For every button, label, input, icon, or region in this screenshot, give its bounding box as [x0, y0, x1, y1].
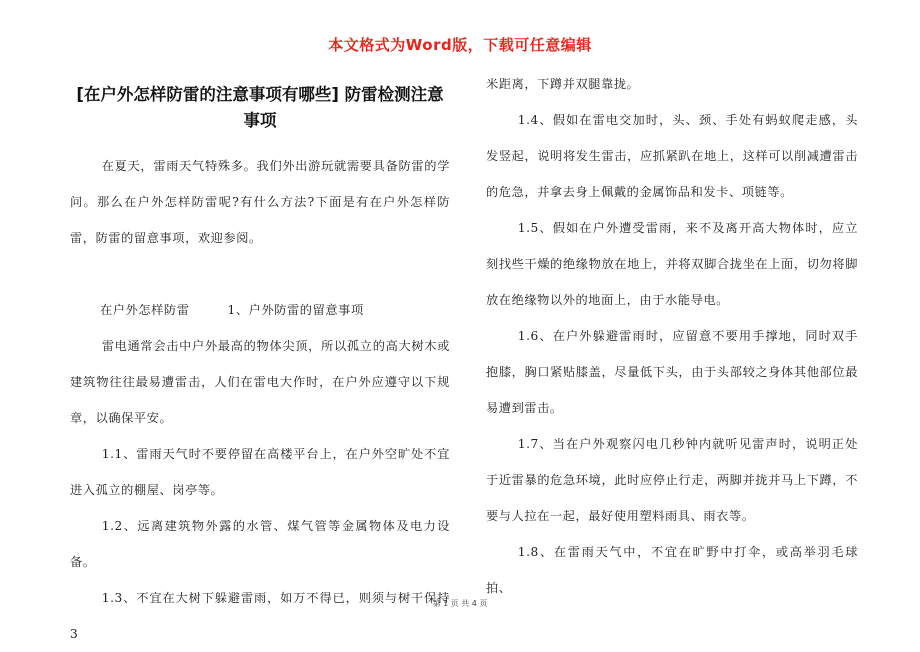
paragraph-1-2: 1.2、远离建筑物外露的水管、煤气管等金属物体及电力设备。: [70, 519, 450, 569]
paragraph-1-6: 1.6、在户外躲避雷雨时，应留意不要用手撑地，同时双手抱膝，胸口紧贴膝盖，尽量低下头，由于头部较之身体其他部位最易遭到雷击。: [486, 329, 858, 415]
section-heading: [70, 292, 450, 328]
paragraph-1-5: 1.5、假如在户外遭受雷雨，来不及离开高大物体时，应立刻找些干燥的绝缘物放在地上，并将双脚合拢坐在上面，切勿将脚放在绝缘物以外的地面上，由于水能导电。: [486, 221, 858, 307]
paragraph-1-8: 1.8、在雷雨天气中，不宜在旷野中打伞，或高举羽毛球拍、: [486, 545, 858, 595]
section-subheading: 1、户外防雷的留意事项: [227, 303, 364, 317]
title-line-2: 事项: [243, 111, 277, 130]
page-number: 第 1 页 共 4 页: [432, 599, 488, 608]
paragraph-1-7: 1.7、当在户外观察闪电几秒钟内就听见雷声时，说明正处于近雷暴的危急环境，此时应停止行走，两脚并拢并马上下蹲，不要与人拉在一起，最好使用塑料雨具、雨衣等。: [486, 437, 858, 523]
paragraph-1-3-continued: 米距离，下蹲并双腿靠拢。: [486, 77, 640, 91]
section-label: 在户外怎样防雷: [100, 303, 190, 317]
right-column: [486, 66, 858, 606]
download-banner: 本文格式为Word版，下载可任意编辑: [328, 36, 592, 54]
title-line-1: [在户外怎样防雷的注意事项有哪些] 防雷检测注意: [76, 85, 444, 104]
paragraph-lightning-intro: 雷电通常会击中户外最高的物体尖顶，所以孤立的高大树木或建筑物往往最易遭雷击，人们在雷电大作时，在户外应遵守以下规章，以确保平安。: [70, 339, 450, 425]
page-title: [70, 82, 450, 134]
paragraph-1-3: 1.3、不宜在大树下躲避雷雨，如万不得已，则须与树干保持3: [70, 591, 450, 641]
left-column: [70, 70, 450, 652]
intro-paragraph: 在夏天，雷雨天气特殊多。我们外出游玩就需要具备防雷的学问。那么在户外怎样防雷呢?有什么方法?下面是有在户外怎样防雷，防雷的留意事项，欢迎参阅。: [70, 159, 450, 245]
paragraph-1-4: 1.4、假如在雷电交加时，头、颈、手处有蚂蚁爬走感，头发竖起，说明将发生雷击，应抓紧趴在地上，这样可以削减遭雷击的危急，并拿去身上佩戴的金属饰品和发卡、项链等。: [486, 113, 858, 199]
paragraph-1-1: 1.1、雷雨天气时不要停留在高楼平台上，在户外空旷处不宜进入孤立的棚屋、岗亭等。: [70, 447, 450, 497]
